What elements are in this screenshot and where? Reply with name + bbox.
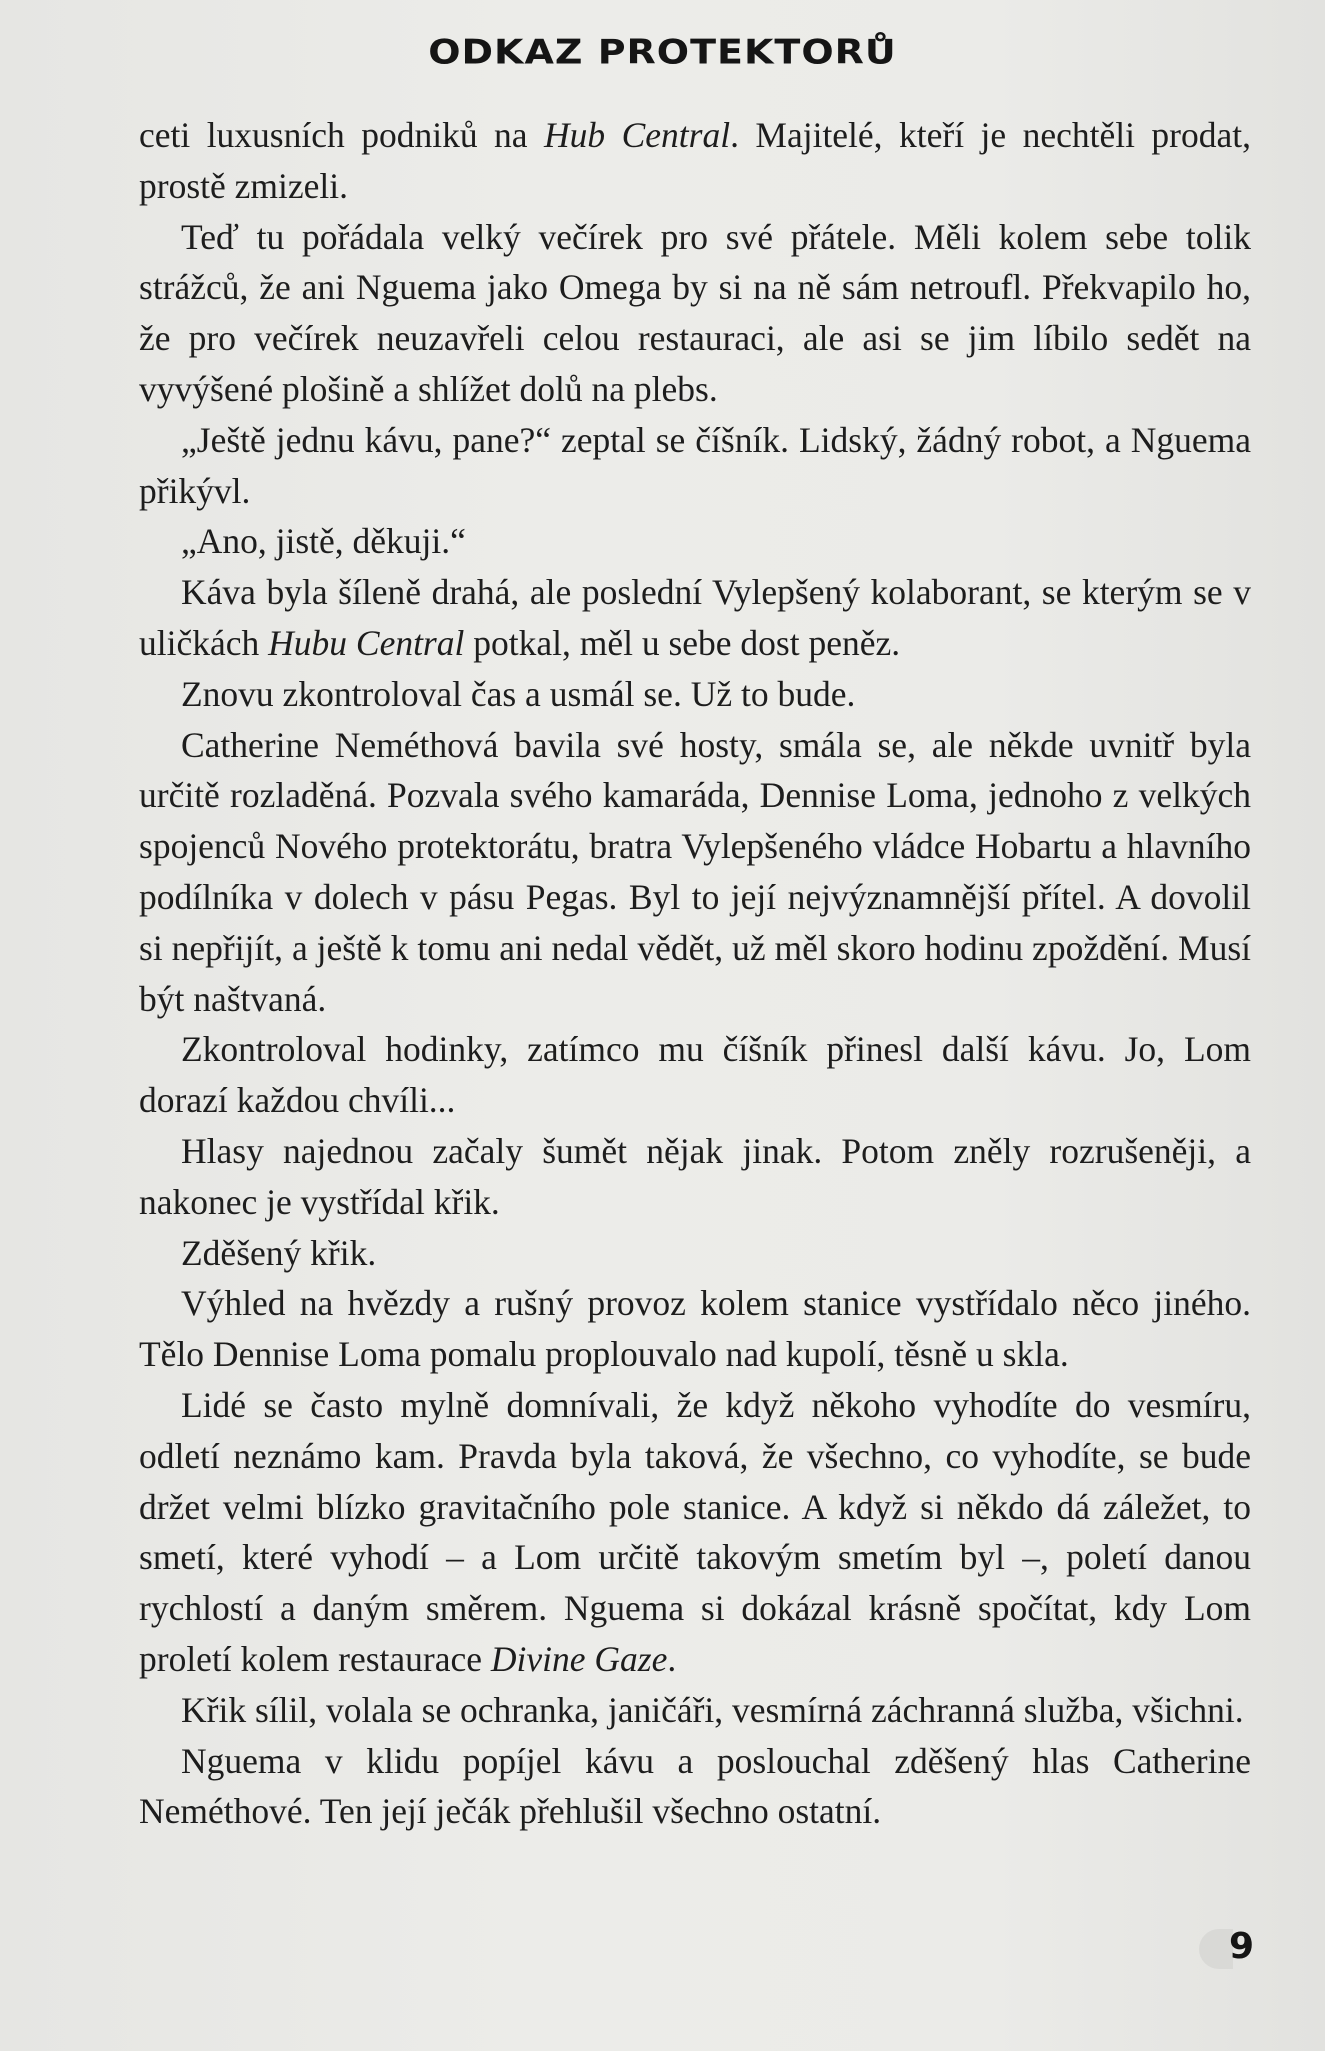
text-run: Catherine Neméthová bavila své hosty, smála se, ale někde uvnitř byla určitě rozladěná. Pozvala svého kamaráda, Dennise Loma, jednoho z velkých spojenců Nového protektorátu, bratra Vylepšeného vládce Hobartu a hlavního podílníka v dolech v pásu Pegas. Byl to její nejvýznamnější přítel. A dovolil si nepřijít, a ještě k tomu ani nedal vědět, už měl skoro hodinu zpoždění. Musí být naštvaná. — [139, 724, 1251, 1019]
text-run: ceti luxusních podniků na — [139, 115, 544, 155]
text-run: Zděšený křik. — [181, 1232, 377, 1273]
paragraph — [139, 1024, 1251, 1126]
text-run: Zkontroloval hodinky, zatímco mu číšník přinesl další kávu. Jo, Lom dorazí každou chvíli... — [139, 1029, 1251, 1121]
text-run: Nguema v klidu popíjel kávu a poslouchal zděšený hlas Catherine Neméthové. Ten její ječák přehlušil všechno ostatní. — [139, 1740, 1251, 1832]
text-run: . Majitelé, kteří je nechtěli prodat, prostě zmizeli. — [139, 115, 1251, 206]
paragraph — [139, 212, 1251, 415]
text-run: Káva byla šíleně drahá, ale poslední Vylepšený kolaborant, se kterým se v uličkách — [139, 572, 1251, 663]
text-run: . — [667, 1638, 677, 1679]
page-number-tab — [1199, 1929, 1233, 1969]
paragraph — [139, 415, 1251, 517]
text-run: Teď tu pořádala velký večírek pro své přátele. Měli kolem sebe tolik strážců, že ani Nguema jako Omega by si na ně sám netroufl. Překvapilo ho, že pro večírek neuzavřeli celou restauraci, ale asi se jim líbilo sedět na vyvýšené plošině a shlížet dolů na plebs. — [139, 216, 1251, 409]
paragraph — [139, 1685, 1251, 1736]
paragraph — [139, 1278, 1251, 1380]
body-text — [139, 110, 1251, 1837]
italic-text: Hubu Central — [268, 622, 465, 663]
text-run: Křik sílil, volala se ochranka, janičáři, vesmírná záchranná služba, všichni. — [181, 1689, 1244, 1730]
paragraph — [139, 567, 1251, 669]
paragraph — [139, 110, 1251, 212]
paragraph — [139, 669, 1251, 720]
paragraph — [139, 1126, 1251, 1228]
paragraph — [139, 1228, 1251, 1279]
text-run: Znovu zkontroloval čas a usmál se. Už to bude. — [181, 673, 856, 714]
page-number: 9 — [1228, 1926, 1254, 1967]
paragraph — [139, 1736, 1251, 1838]
text-run: „Ještě jednu kávu, pane?“ zeptal se číšník. Lidský, žádný robot, a Nguema přikývl. — [139, 419, 1251, 511]
paragraph — [139, 720, 1251, 1025]
italic-text: Divine Gaze — [490, 1638, 668, 1679]
text-run: Výhled na hvězdy a rušný provoz kolem stanice vystřídalo něco jiného. Tělo Dennise Loma pomalu proplouvalo nad kupolí, těsně u skla. — [139, 1283, 1251, 1375]
text-run: Lidé se často mylně domnívali, že když někoho vyhodíte do vesmíru, odletí neznámo kam. Pravda byla taková, že všechno, co vyhodíte, se bude držet velmi blízko gravitačního pole stanice. A když si někdo dá záležet, to smetí, které vyhodí – a Lom určitě takovým smetím byl –, poletí danou rychlostí a daným směrem. Nguema si dokázal krásně spočítat, kdy Lom proletí kolem restaurace — [139, 1384, 1251, 1679]
text-run: Hlasy najednou začaly šumět nějak jinak. Potom zněly rozrušeněji, a nakonec je vystřídal křik. — [139, 1130, 1251, 1222]
text-run: potkal, měl u sebe dost peněz. — [464, 622, 901, 663]
italic-text: Hub Central — [543, 115, 731, 155]
text-run: „Ano, jistě, děkuji.“ — [181, 521, 466, 562]
running-head: ODKAZ PROTEKTORŮ — [428, 32, 897, 72]
paragraph — [139, 1380, 1251, 1685]
paragraph — [139, 516, 1251, 567]
